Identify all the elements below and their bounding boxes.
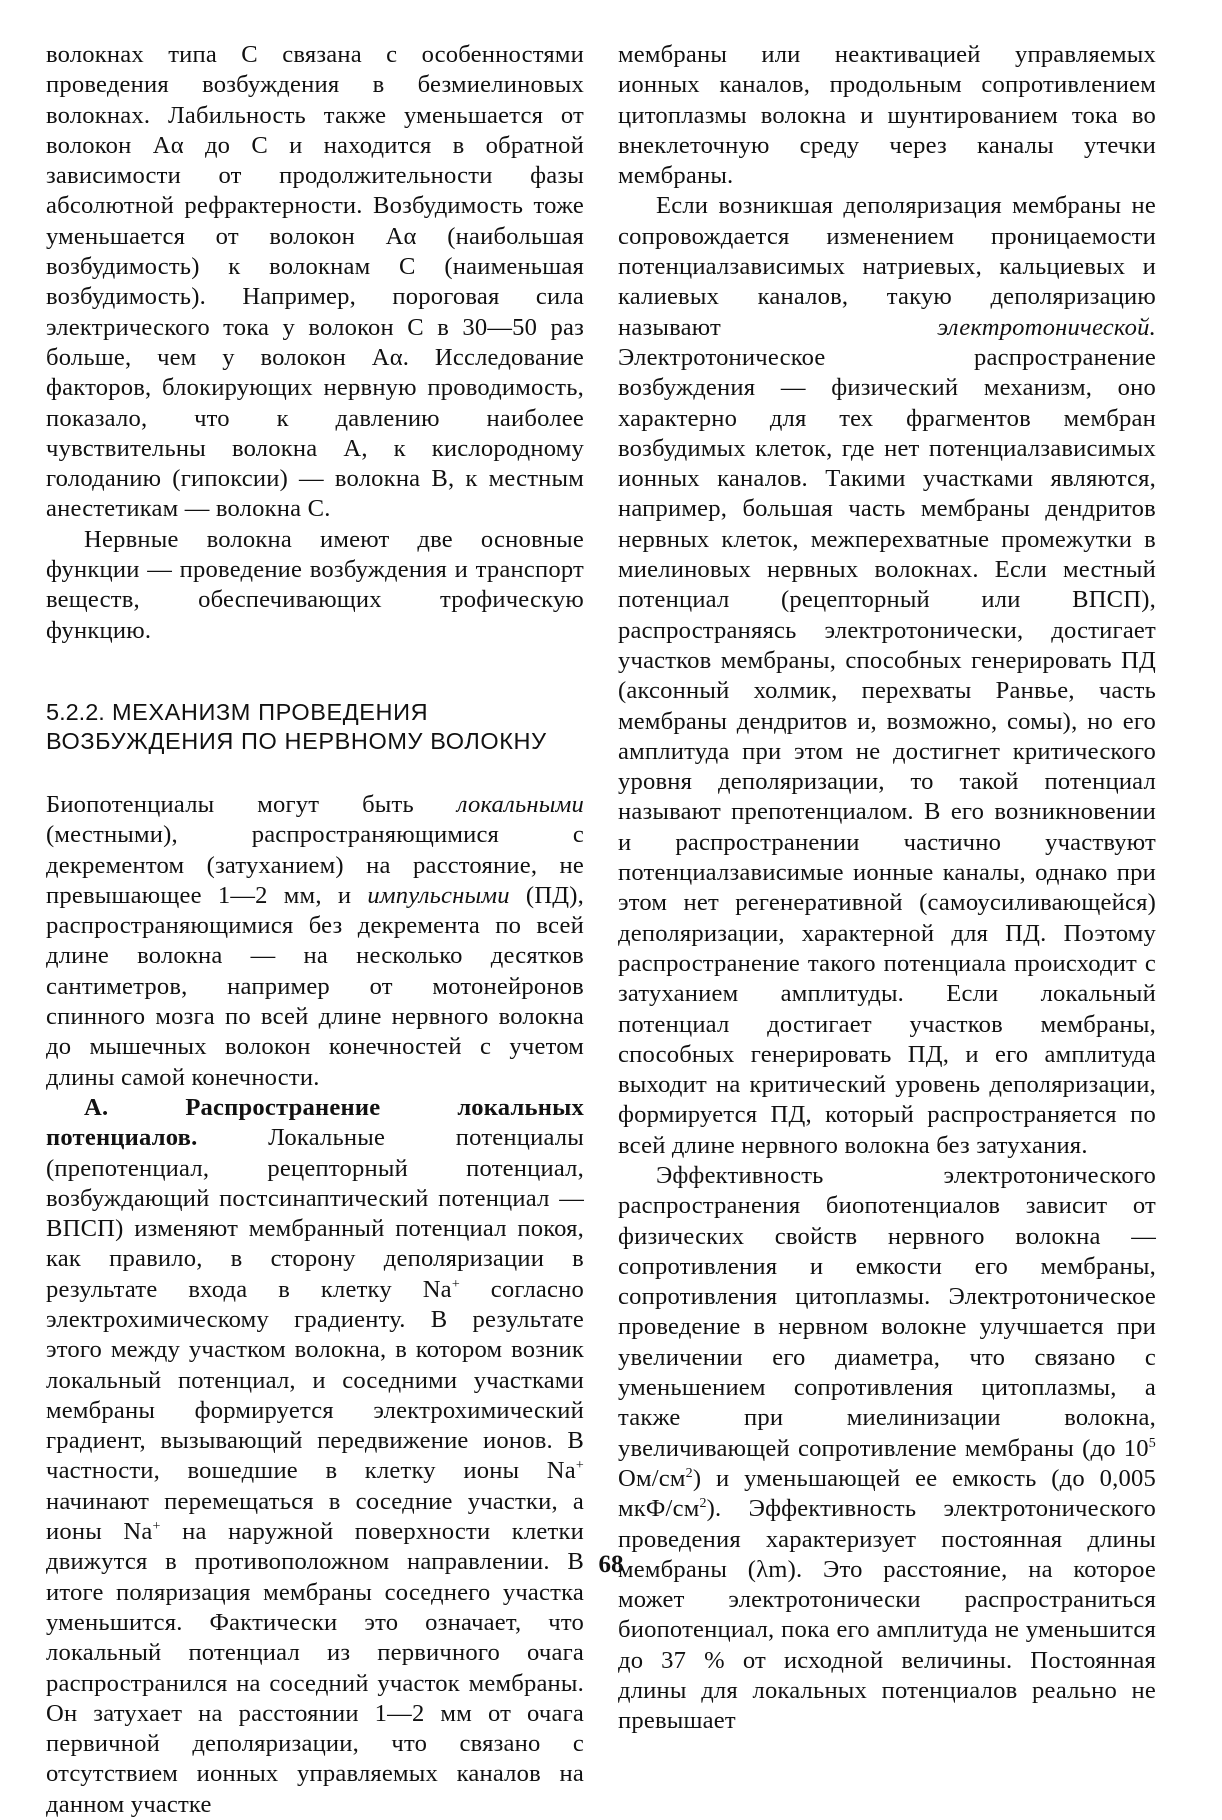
text-run: ) и уменьшающей ее емкость (до 0,005 мкФ/см bbox=[618, 1464, 1156, 1523]
emphasis-local: локальными bbox=[456, 790, 584, 818]
section-heading bbox=[46, 698, 584, 756]
paragraph-membrane-continuation: мембраны или неактивацией управляемых ионных каналов, продольным сопротивлением цитоплазмы волокна и шунтированием тока во внеклеточную среду через каналы утечки мембраны. bbox=[618, 41, 1156, 190]
paragraph-local-potentials bbox=[46, 1093, 584, 1820]
text-run: Биопотенциалы могут быть bbox=[46, 790, 457, 818]
text-run: Локальные потенциалы (препотенциал, рецепторный потенциал, возбуждающий постсинаптический потенциал — ВПСП) изменяют мембранный потенциал покоя, как правило, в сторону деполяризации в результате входа в клетку Na bbox=[46, 1124, 584, 1303]
text-run: на наружной поверхности клетки движутся в противоположном направлении. В итоге поляризация мембраны соседнего участка уменьшится. Фактически это означает, что локальный потенциал из первичного очага распространился на соседний участок мембраны. Он затухает на расстоянии 1—2 мм от очага первичной деполяризации, что связано с отсутствием ионных управляемых каналов на данном участке bbox=[46, 1518, 584, 1818]
paragraph-fiber-functions: Нервные волокна имеют две основные функции — проведение возбуждения и транспорт веществ, обеспечивающих трофическую функцию. bbox=[46, 525, 584, 644]
text-run: Ом/см bbox=[618, 1464, 686, 1492]
text-run: согласно электрохимическому градиенту. В результате этого между участком волокна, в котором возник локальный потенциал, и соседними участками мембраны формируется электрохимический градиент, вызывающий передвижение ионов. В частности, вошедшие в клетку ионы Na bbox=[46, 1275, 585, 1485]
subsection-title: А. Распространение локальных потенциалов. bbox=[46, 1093, 584, 1152]
text-run: Если возникшая деполяризация мембраны не сопровождается изменением проницаемости потенциалзависимых натриевых, кальциевых и калиевых каналов, такую деполяризацию называют bbox=[618, 192, 1156, 341]
superscript: + bbox=[152, 1519, 161, 1535]
paragraph-biopotentials bbox=[46, 790, 584, 1093]
superscript: 2 bbox=[699, 1496, 707, 1512]
text-run: начинают перемещаться в соседние участки, а ионы Na bbox=[46, 1487, 584, 1546]
superscript: + bbox=[575, 1458, 584, 1474]
paragraph-fiber-properties: волокнах типа С связана с особенностями проведения возбуждения в безмиелиновых волокнах. Лабильность также уменьшается от волокон Aα до С и находится в обратной зависимости от продолжительности фазы абсолютной рефрактерности. Возбудимость тоже уменьшается от волокон Aα (наибольшая возбудимость) к волокнам С (наименьшая возбудимость). Например, пороговая сила электрического тока у волокон С в 30—50 раз больше, чем у волокон Aα. Исследование факторов, блокирующих нервную проводимость, показало, что к давлению наиболее чувствительны волокна А, к кислородному голоданию (гипоксии) — волокна В, к местным анестетикам — волокна С. bbox=[46, 41, 584, 523]
page-number: 68 bbox=[598, 1551, 624, 1578]
text-run: ). Эффективность электротонического проведения характеризует постоянная длины мембраны (λm). Это расстояние, на которое может электротонически распространиться биопотенциал, пока его амплитуда не уменьшится до 37 % от исходной величины. Постоянная длины для локальных потенциалов реально не превышает bbox=[618, 1495, 1156, 1735]
emphasis-electrotonic: электротонической. bbox=[937, 313, 1156, 341]
superscript: 2 bbox=[685, 1465, 693, 1481]
superscript: 5 bbox=[1148, 1435, 1156, 1451]
section-number: 5.2.2. bbox=[46, 698, 105, 725]
superscript: + bbox=[451, 1276, 460, 1292]
paragraph-electrotonic bbox=[618, 191, 1156, 1161]
text-run: (ПД), распространяющимися без декремента по всей длине волокна — на несколько десятков сантиметров, например от мотонейронов спинного мозга по всей длине нервного волокна до мышечных волокон конечностей с учетом длины самой конечности. bbox=[46, 881, 584, 1091]
section-title-line1: МЕХАНИЗМ ПРОВЕДЕНИЯ bbox=[111, 698, 429, 725]
text-run: Электротоническое распространение возбуждения — физический механизм, оно характерно для тех фрагментов мембран возбудимых клеток, где нет потенциалзависимых ионных каналов. Такими участками являются, например, большая часть мембраны дендритов нервных клеток, межперехватные промежутки в миелиновых нервных волокнах. Если местный потенциал (рецепторный или ВПСП), распространяясь электротонически, достигает участков мембраны, способных генерировать ПД (аксонный холмик, перехваты Ранвье, часть мембраны дендритов и, возможно, сомы), но его амплитуда при этом не достигнет критического уровня деполяризации, то такой потенциал называют препотенциалом. В его возникновении и распространении частично участвуют потенциалзависимые ионные каналы, однако при этом нет регенеративной (самоусиливающейся) деполяризации, характерной для ПД. Поэтому распространение такого потенциала происходит с затуханием амплитуды. Если локальный потенциал достигает участков мембраны, способных генерировать ПД, и его амплитуда выходит на критический уровень деполяризации, формируется ПД, который распространяется по всей длине нервного волокна без затухания. bbox=[618, 343, 1156, 1159]
text-run: (местными), распространяющимися с декрементом (затуханием) на расстояние, не превышающее 1—2 мм, и bbox=[46, 821, 584, 909]
section-title-line2: ВОЗБУЖДЕНИЯ ПО НЕРВНОМУ ВОЛОКНУ bbox=[46, 727, 547, 754]
text-run: Эффективность электротонического распространения биопотенциалов зависит от физических свойств нервного волокна — сопротивления и емкости его мембраны, сопротивления цитоплазмы. Электротоническое проведение в нервном волокне улучшается при увеличении его диаметра, что связано с уменьшением сопротивления цитоплазмы, а также при миелинизации волокна, увеличивающей сопротивление мембраны (до 10 bbox=[618, 1161, 1156, 1462]
emphasis-impulse: импульсными bbox=[367, 881, 510, 909]
right-column bbox=[618, 40, 1156, 1737]
paragraph-efficiency bbox=[618, 1161, 1156, 1737]
